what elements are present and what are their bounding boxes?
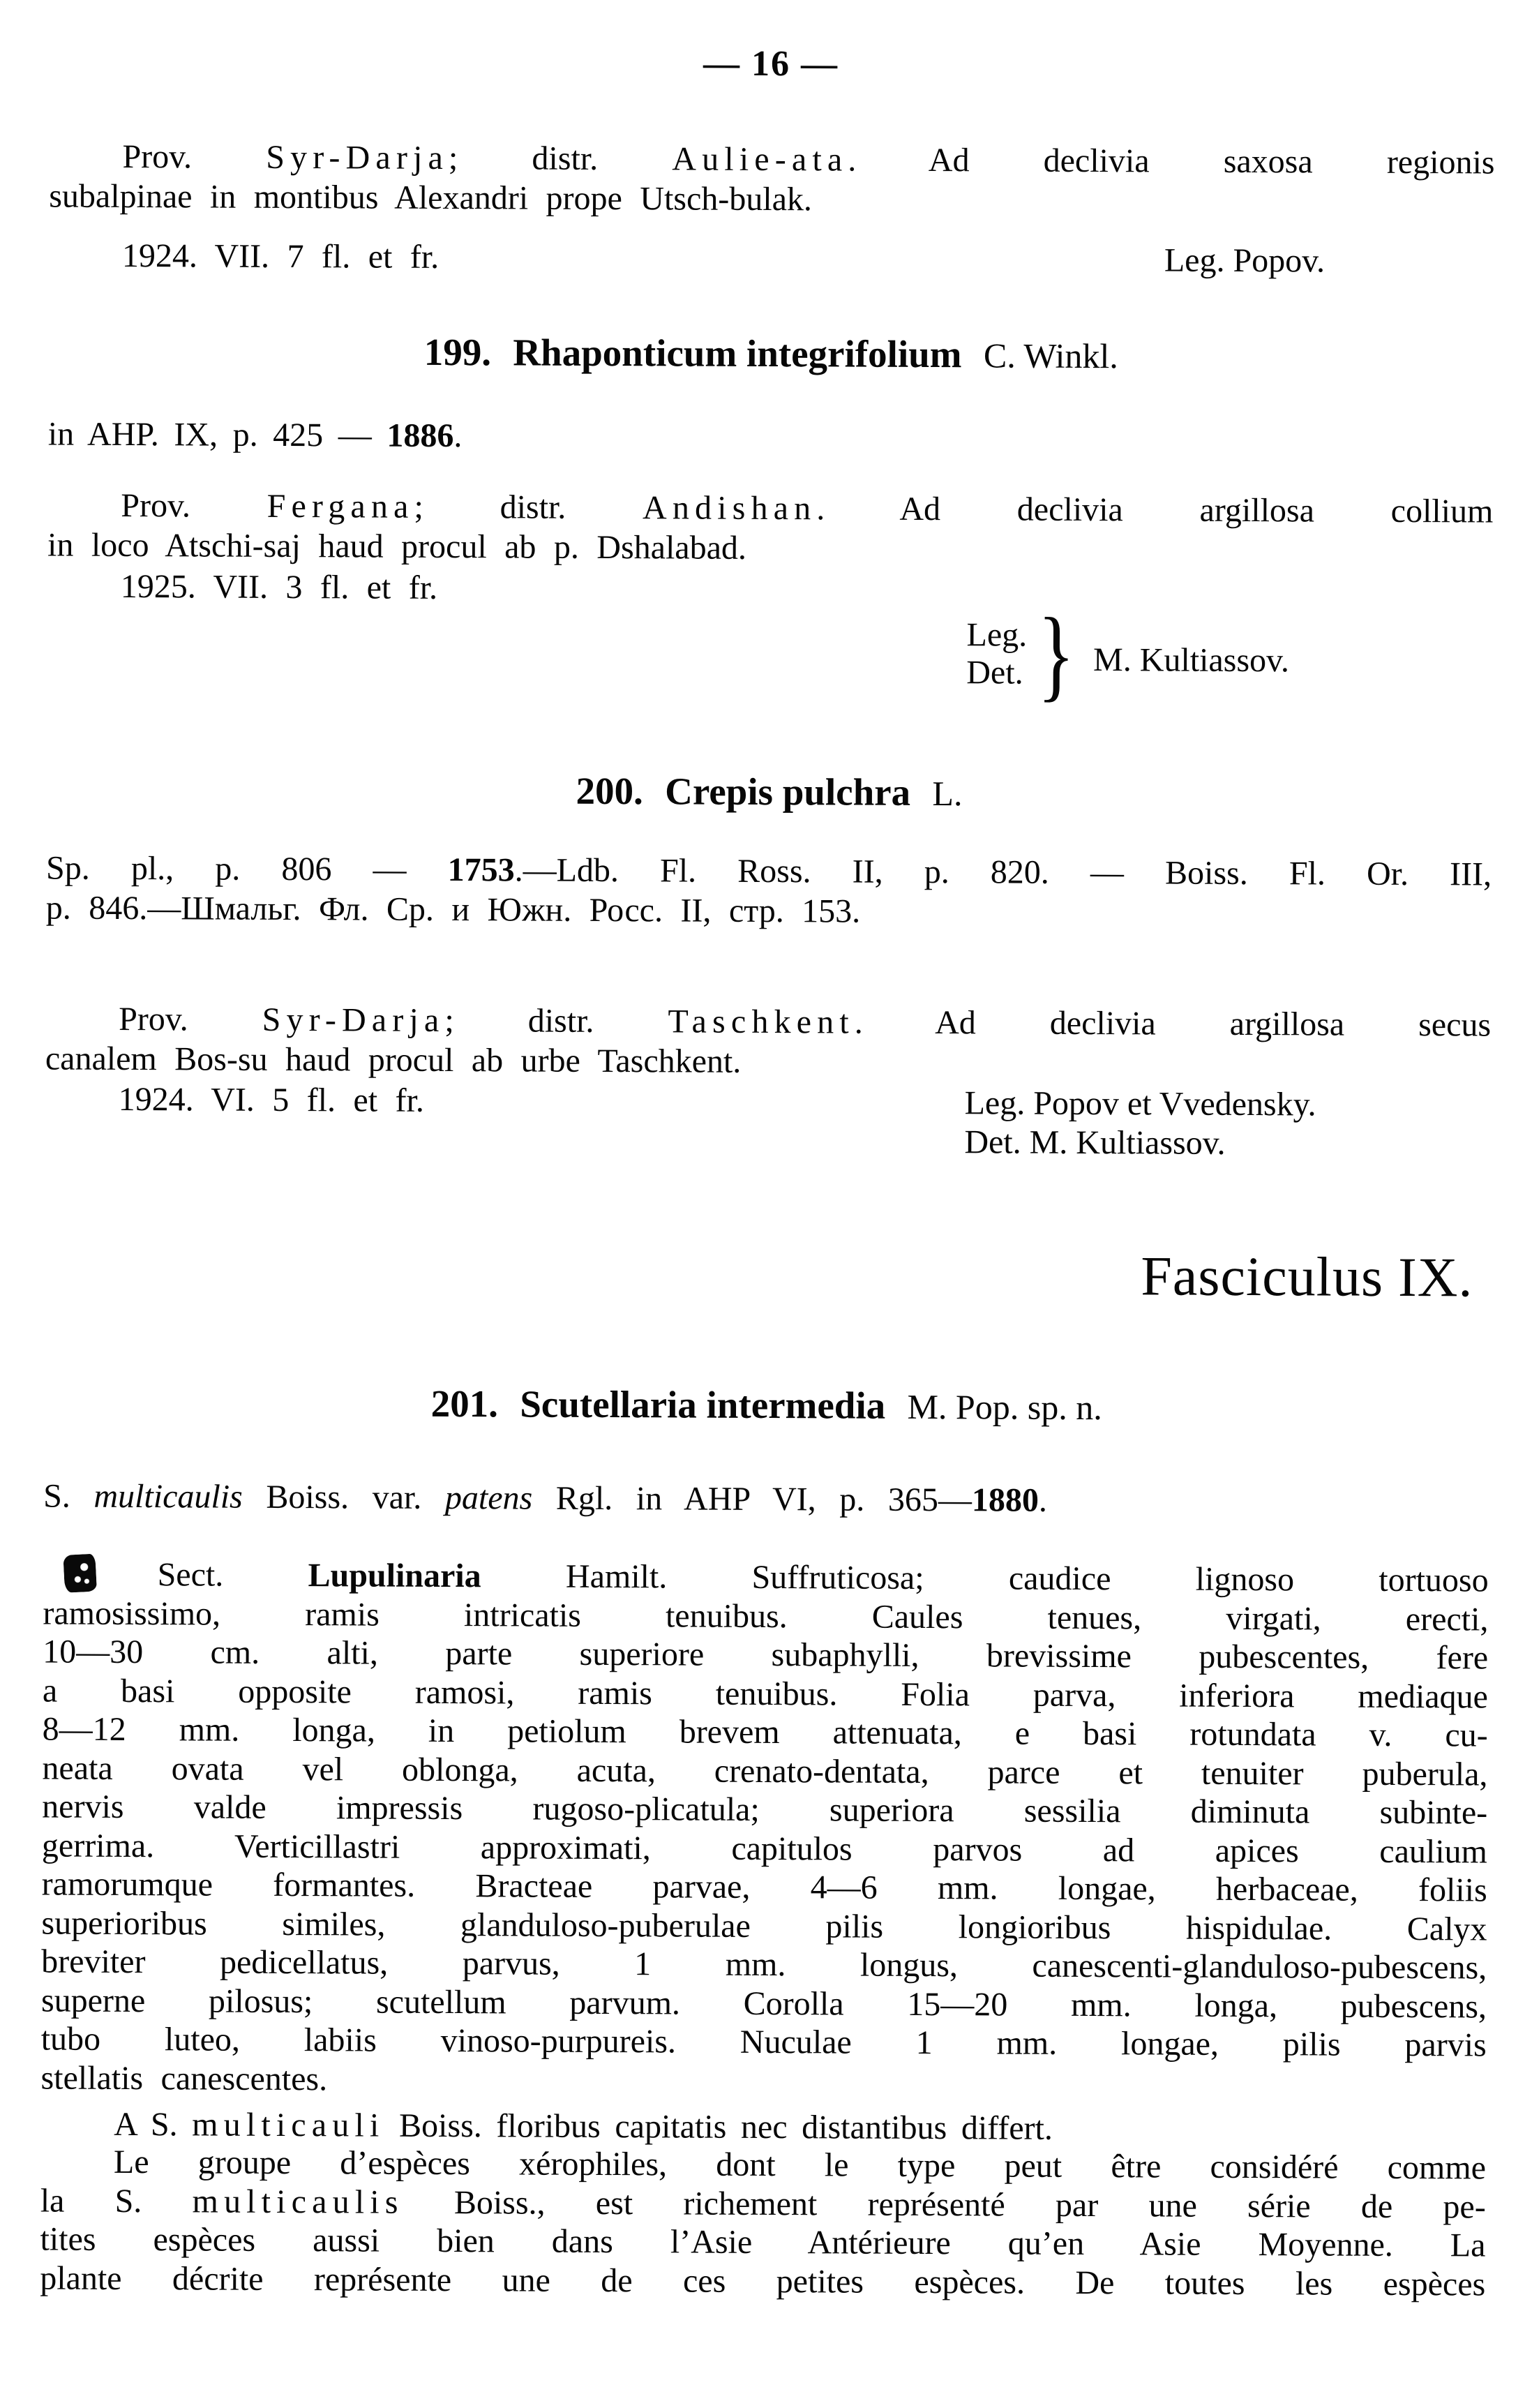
description-line: 8—12 mm. longa, in petiolum brevem attenuata, e basi rotundata v. cu- (42, 1710, 1488, 1754)
text-segment: Aulie-ata (672, 140, 848, 179)
description-line: superne pilosus; scutellum parvum. Corolla 15—20 mm. longa, pubescens, (40, 1981, 1487, 2026)
entry-198-habitat (49, 137, 1494, 223)
leg-det-labels (966, 616, 1027, 691)
entry-201-description (40, 1554, 1488, 2103)
synonymy-line: p. 846.—Шмальг. Фл. Ср. и Южн. Росс. II, стр. 153. (45, 889, 861, 930)
species-name: Rhaponticum integrifolium (513, 331, 962, 376)
species-number: 201. (430, 1382, 499, 1426)
basionym-line (43, 1476, 1489, 1522)
text-segment: . (453, 417, 463, 455)
species-name: Scutellaria intermedia (520, 1382, 886, 1427)
text-segment: . Ad declivia argillosa secus (854, 1003, 1492, 1044)
description-line: breviter pedicellatus, parvus, 1 mm. longus, canescenti-glanduloso-pubescens, (41, 1943, 1487, 1987)
text-segment: 1753 (447, 851, 515, 889)
habitat-line: canalem Bos-su haud procul ab urbe Taschkent. (45, 1040, 742, 1080)
entry-199-collection-row (47, 566, 1493, 612)
leg-det-block (966, 597, 1290, 712)
brace-glyph: } (1037, 597, 1075, 712)
text-segment: S. (43, 1477, 94, 1515)
text-segment: Prov. (121, 486, 267, 525)
species-author: M. Pop. sp. n. (907, 1386, 1102, 1428)
text-segment: ; distr. (448, 140, 673, 178)
species-heading-201 (44, 1379, 1489, 1430)
habitat-line (47, 485, 1493, 531)
entry-200-synonymy (46, 848, 1492, 934)
text-segment: Prov. (122, 137, 266, 176)
citation-line (48, 414, 1494, 460)
habitat-line: in loco Atschi-saj haud procul ab p. Dshalabad. (47, 526, 747, 567)
description-line: ramorumque formantes. Bracteae parvae, 4—6 mm. longae, herbaceae, foliis (41, 1865, 1487, 1909)
description-line: neata ovata vel oblonga, acuta, crenato-dentata, parce et tenuiter puberula, (42, 1749, 1488, 1793)
text-segment: . (1038, 1481, 1048, 1519)
entry-201-note (40, 2142, 1486, 2303)
determiner-credit: Det. M. Kultiassov. (964, 1123, 1226, 1162)
note-line: tites espèces aussi bien dans l’Asie Antérieure qu’en Asie Moyenne. La (40, 2220, 1486, 2264)
text-segment: . Ad declivia argillosa collium (816, 490, 1494, 530)
entry-200-collection-row (45, 1079, 1491, 1162)
collector-credit: Leg. Popov et Vvedensky. (964, 1084, 1316, 1123)
text-segment: 1880 (971, 1481, 1039, 1519)
entry-201-basionym (43, 1476, 1489, 1522)
text-segment: Rgl. in AHP VI, p. 365— (532, 1479, 972, 1519)
species-number: 200. (576, 769, 643, 813)
text-segment: Boiss. var. (242, 1478, 446, 1516)
species-heading-199 (48, 329, 1494, 379)
text-segment: la S. (40, 2181, 193, 2220)
description-line: 10—30 cm. alti, parte superiore subaphylli, brevissime pubescentes, fere (43, 1633, 1489, 1677)
description-line: tubo luteo, labiis vinoso-purpureis. Nuculae 1 mm. longae, pilis parvis (40, 2020, 1487, 2064)
text-segment: patens (444, 1479, 533, 1517)
collection-date: 1925. VII. 3 fl. et fr. (120, 567, 438, 606)
text-segment: Hamilt. Suffruticosa; caudice lignoso tortuoso (481, 1557, 1489, 1599)
text-segment: Prov. (119, 1000, 262, 1038)
entry-198-collection-row (49, 236, 1494, 282)
text-segment: in AHP. IX, p. 425 — (47, 415, 387, 454)
species-author: L. (932, 774, 963, 814)
description-line: ramosissimo, ramis intricatis tenuibus. Caules tenues, virgati, erecti, (43, 1594, 1489, 1638)
habitat-line (49, 137, 1494, 183)
text-segment: Sect. (157, 1556, 308, 1594)
description-line (43, 1554, 1489, 1600)
text-segment: Boiss., est richement représenté par une série de pe- (403, 2183, 1486, 2226)
note-line (40, 2181, 1486, 2227)
text-segment: multicaulis (93, 1477, 243, 1516)
text-segment: ; distr. (444, 1001, 668, 1040)
description-line: nervis valde impressis rugoso-plicatula; superiora sessilia diminuta subinte- (42, 1788, 1488, 1832)
text-segment: multicauli (192, 2106, 385, 2144)
fasciculus-heading: Fasciculus IX. (1141, 1246, 1473, 1309)
entry-199-habitat (47, 485, 1493, 571)
text-segment: multicaulis (192, 2182, 404, 2221)
species-heading-200 (46, 766, 1492, 816)
determiner-credit: M. Kultiassov. (1092, 641, 1290, 679)
text-segment: Boiss. floribus capitatis nec distantibus differt. (384, 2107, 1053, 2147)
text-segment: Taschkent (668, 1003, 855, 1041)
text-segment: 1886 (386, 417, 454, 455)
leg-label: Leg. (966, 616, 1028, 654)
species-number: 199. (423, 330, 492, 374)
species-name: Crepis pulchra (665, 770, 911, 814)
habitat-line (45, 999, 1491, 1045)
species-author: C. Winkl. (983, 336, 1118, 376)
entry-199-citation (48, 414, 1494, 460)
text-segment: Syr-Darja (262, 1001, 445, 1039)
text-segment: A S. (114, 2105, 193, 2144)
text-segment: .—Ldb. Fl. Ross. II, p. 820. — Boiss. Fl. Or. III, (514, 851, 1492, 893)
text-segment: Sp. pl., p. 806 — (45, 849, 448, 889)
note-line: Le groupe d’espèces xérophiles, dont le type peut être considéré comme (113, 2143, 1487, 2187)
description-text (158, 1556, 1489, 1599)
description-line: stellatis canescentes. (40, 2058, 328, 2097)
ink-blot-icon (63, 1554, 97, 1593)
text-segment: ; distr. (414, 488, 643, 527)
collector-credit: Leg. Popov. (1164, 241, 1326, 280)
text-segment: Andishan (642, 489, 817, 528)
text-segment: Lupulinaria (308, 1557, 481, 1595)
description-line: a basi opposite ramosi, ramis tenuibus. Folia parva, inferiora mediaque (42, 1671, 1489, 1716)
det-label: Det. (966, 654, 1023, 691)
note-line: plante décrite représente une de ces petites espèces. De toutes les espèces (40, 2259, 1486, 2303)
habitat-line: subalpinae in montibus Alexandri prope Utsch-bulak. (49, 177, 813, 218)
text-segment: . Ad declivia saxosa regionis (848, 141, 1495, 181)
description-line: superioribus similes, glanduloso-puberulae pilis longioribus hispidulae. Calyx (41, 1904, 1487, 1948)
description-line: gerrima. Verticillastri approximati, capitulos parvos ad apices caulium (41, 1826, 1488, 1871)
synonymy-line (46, 848, 1492, 894)
page-number: — 16 — (703, 43, 839, 84)
text-segment: Fergana (266, 487, 414, 525)
entry-200-habitat (45, 999, 1491, 1084)
collection-date: 1924. VI. 5 fl. et fr. (118, 1080, 425, 1119)
text-segment: Syr-Darja (266, 138, 449, 177)
collection-date: 1924. VII. 7 fl. et fr. (121, 237, 440, 276)
